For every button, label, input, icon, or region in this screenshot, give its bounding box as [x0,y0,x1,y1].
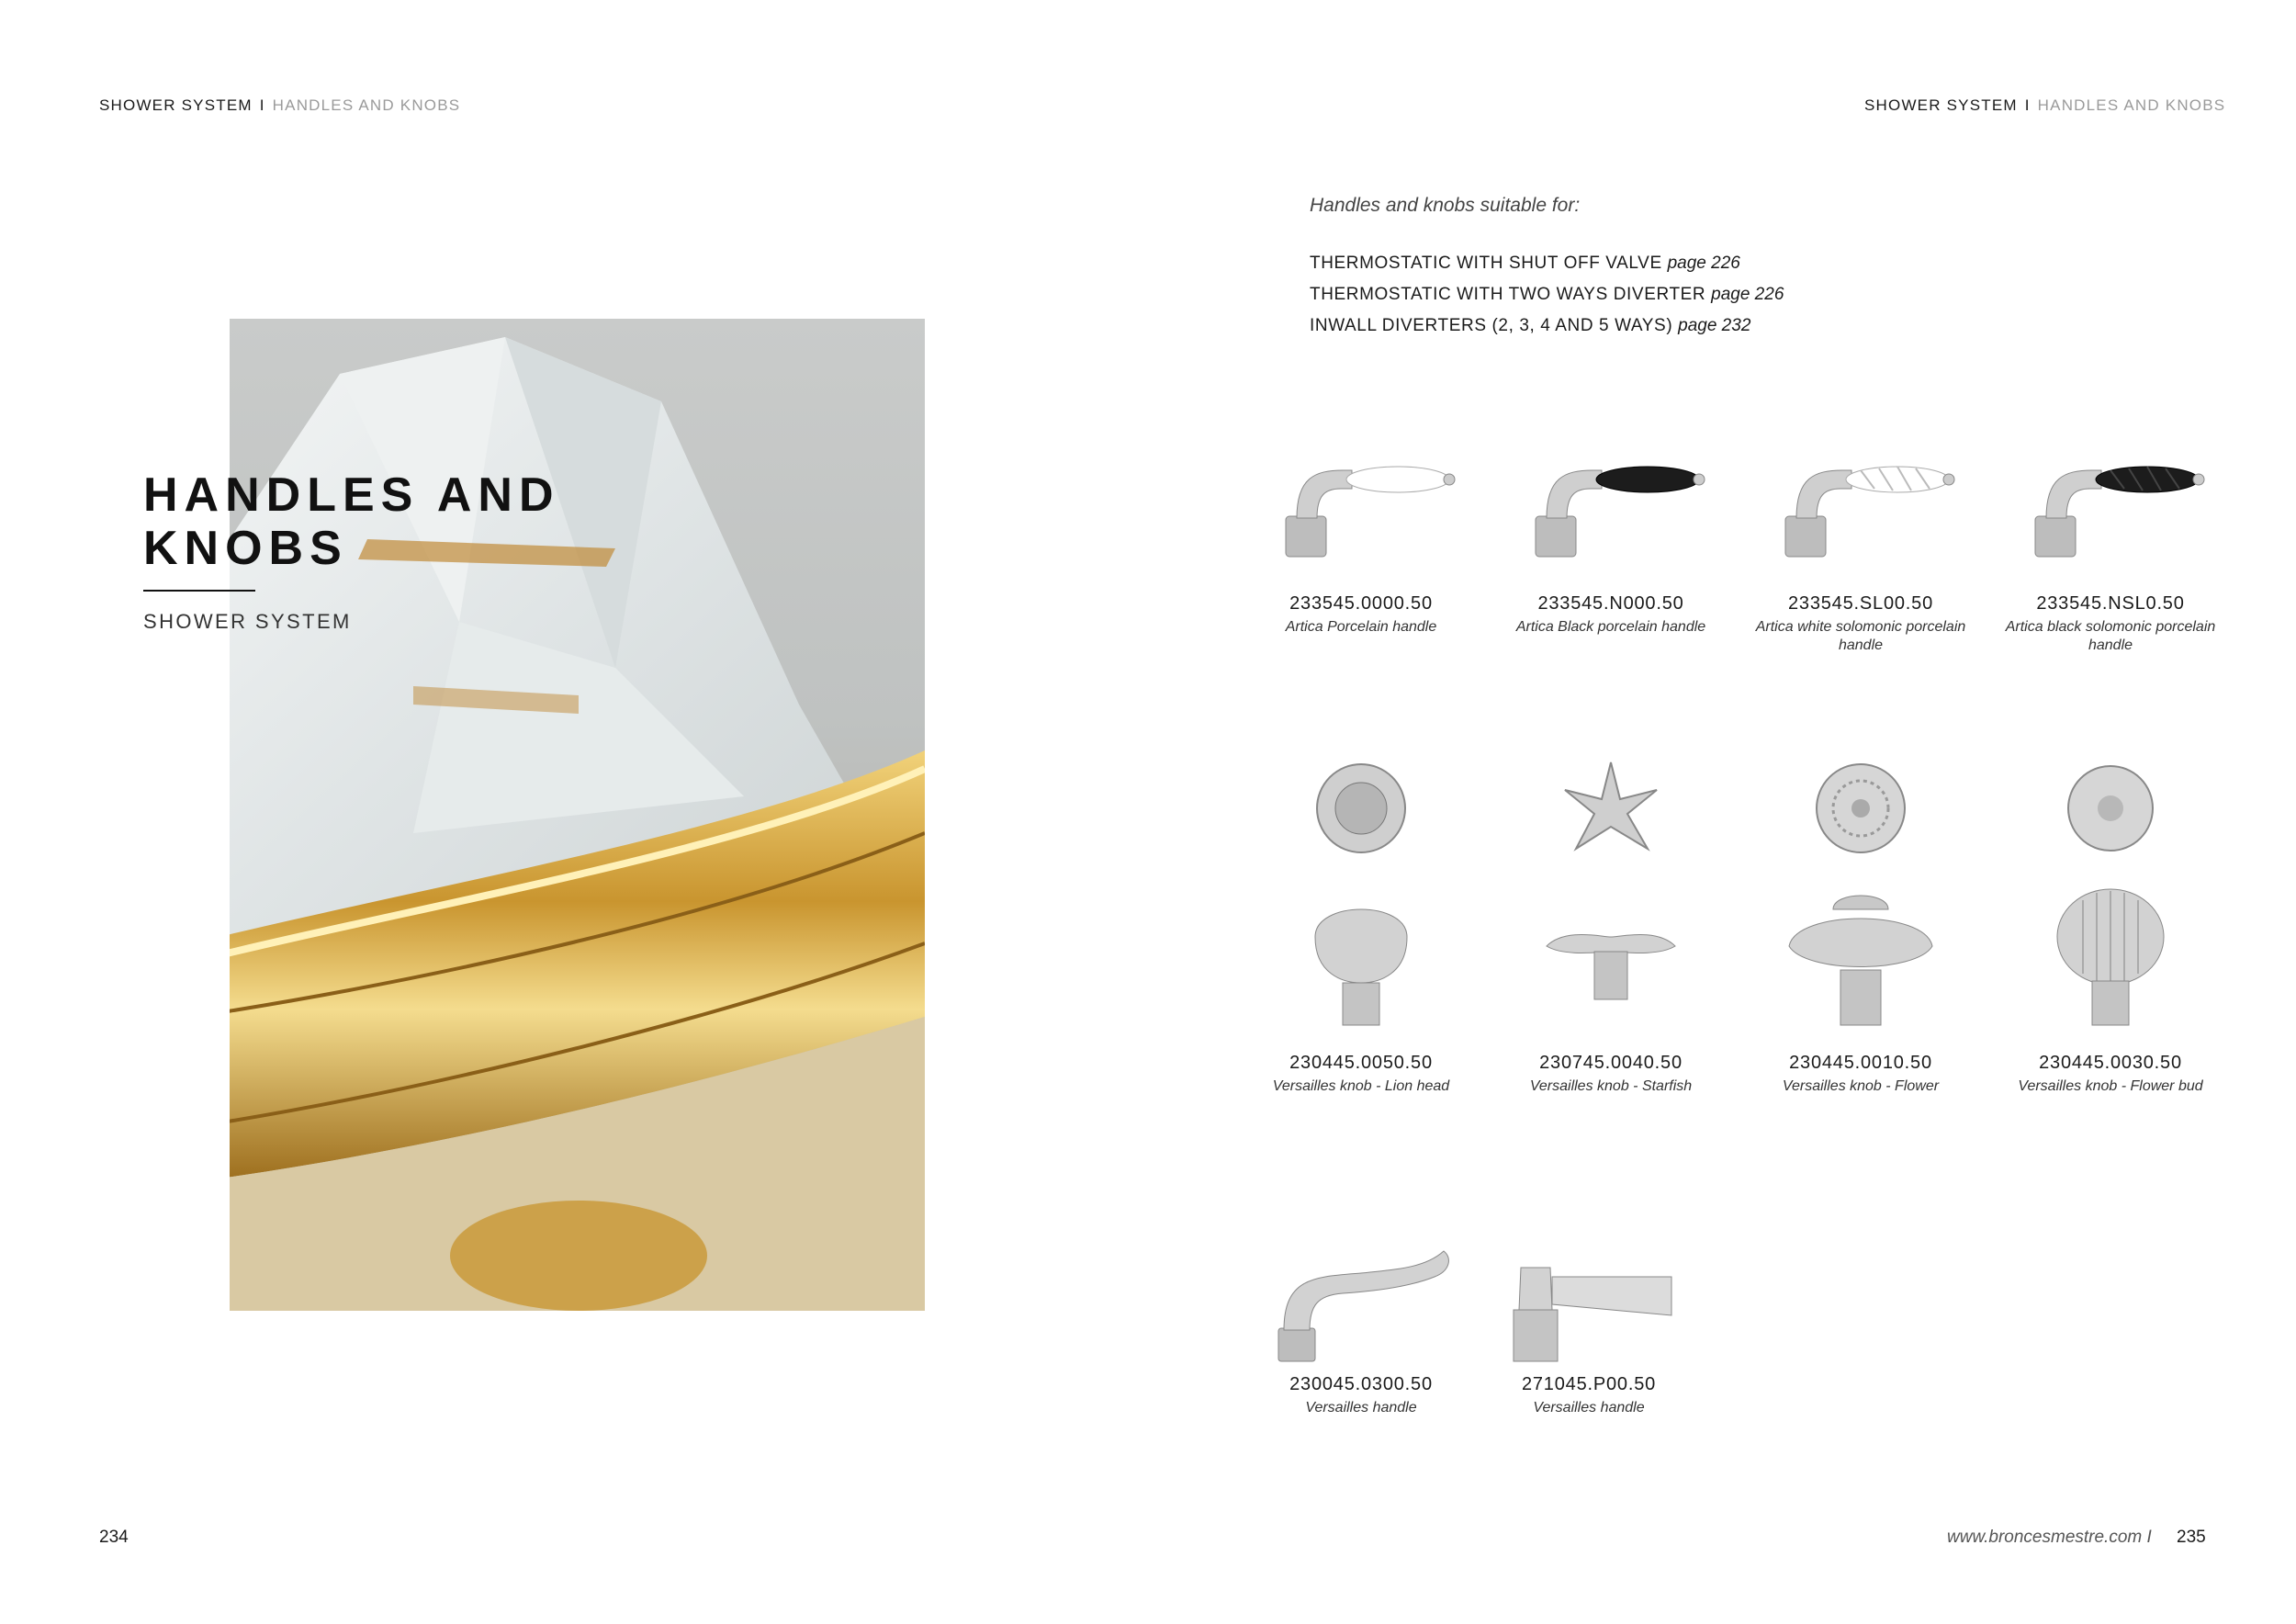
section-subtitle: SHOWER SYSTEM [143,610,352,633]
product-description: Versailles handle [1533,1400,1645,1415]
lion-head-knob-icon [1236,753,1486,1047]
website-link[interactable]: www.broncesmestre.com I [1947,1528,2152,1547]
product-code: 233545.NSL0.50 [2036,593,2185,614]
product-card [1486,450,1736,637]
product-code: 230745.0040.50 [1539,1053,1683,1073]
intro-text: Handles and knobs suitable for: [1310,195,1581,216]
page-reference: page 226 [1667,254,1740,273]
product-code: 230445.0030.50 [2039,1053,2182,1073]
product-code: 233545.N000.50 [1537,593,1684,614]
page-reference: page 232 [1678,316,1751,335]
flower-knob-icon [1736,753,1986,1047]
product-description: Versailles knob - Flower [1782,1078,1940,1094]
product-description: Versailles knob - Flower bud [2018,1078,2203,1094]
product-description: Artica Porcelain handle [1285,619,1437,635]
product-code: 230045.0300.50 [1289,1374,1433,1394]
black-porcelain-handle-icon [1486,450,1736,588]
product-card [1986,753,2235,1096]
running-header-right [1864,96,2225,115]
running-header-left [99,96,460,115]
product-description: Artica white solomonic porcelain handle [1755,619,1966,653]
black-solomonic-handle-icon [1986,450,2235,588]
page-reference: page 226 [1711,285,1784,304]
product-code: 233545.0000.50 [1289,593,1433,614]
product-card [1736,753,1986,1096]
product-description: Versailles knob - Starfish [1529,1078,1693,1094]
flat-lever-handle-icon [1464,1240,1714,1369]
starfish-knob-icon [1486,753,1736,1047]
suitable-item: THERMOSTATIC WITH TWO WAYS DIVERTER page 226 [1310,285,1784,304]
product-code: 271045.P00.50 [1521,1374,1657,1394]
header-subsection: HANDLES AND KNOBS [2037,96,2226,114]
product-card [1486,753,1736,1096]
header-separator: I [2024,96,2031,114]
white-porcelain-handle-icon [1236,450,1486,588]
product-card [1986,450,2235,655]
product-card [1236,450,1486,637]
hero-photo-crystal-knob [230,319,925,1311]
white-solomonic-handle-icon [1736,450,1986,588]
header-section: SHOWER SYSTEM [1864,96,2018,114]
product-card [1736,450,1986,655]
flower-bud-knob-icon [1986,753,2235,1047]
product-card [1464,1240,1714,1417]
product-code: 233545.SL00.50 [1787,593,1933,614]
product-code: 230445.0010.50 [1789,1053,1932,1073]
section-title [143,468,560,575]
header-separator: I [259,96,265,114]
curved-lever-handle-icon [1236,1240,1486,1369]
page-number-left: 234 [99,1528,129,1547]
product-code: 230445.0050.50 [1289,1053,1433,1073]
product-card [1236,753,1486,1096]
product-description: Versailles knob - Lion head [1272,1078,1450,1094]
header-subsection: HANDLES AND KNOBS [272,96,461,114]
header-section: SHOWER SYSTEM [99,96,253,114]
section-title-line2: KNOBS [143,522,348,575]
product-card [1236,1240,1486,1417]
product-description: Artica Black porcelain handle [1515,619,1706,635]
product-description: Artica black solomonic porcelain handle [2005,619,2216,653]
suitable-item: INWALL DIVERTERS (2, 3, 4 AND 5 WAYS) page 232 [1310,316,1751,335]
title-divider [143,590,255,592]
product-description: Versailles handle [1305,1400,1417,1415]
page-number-right: 235 [2177,1528,2206,1547]
section-title-line1: HANDLES AND [143,468,560,522]
suitable-item: THERMOSTATIC WITH SHUT OFF VALVE page 226 [1310,254,1740,273]
